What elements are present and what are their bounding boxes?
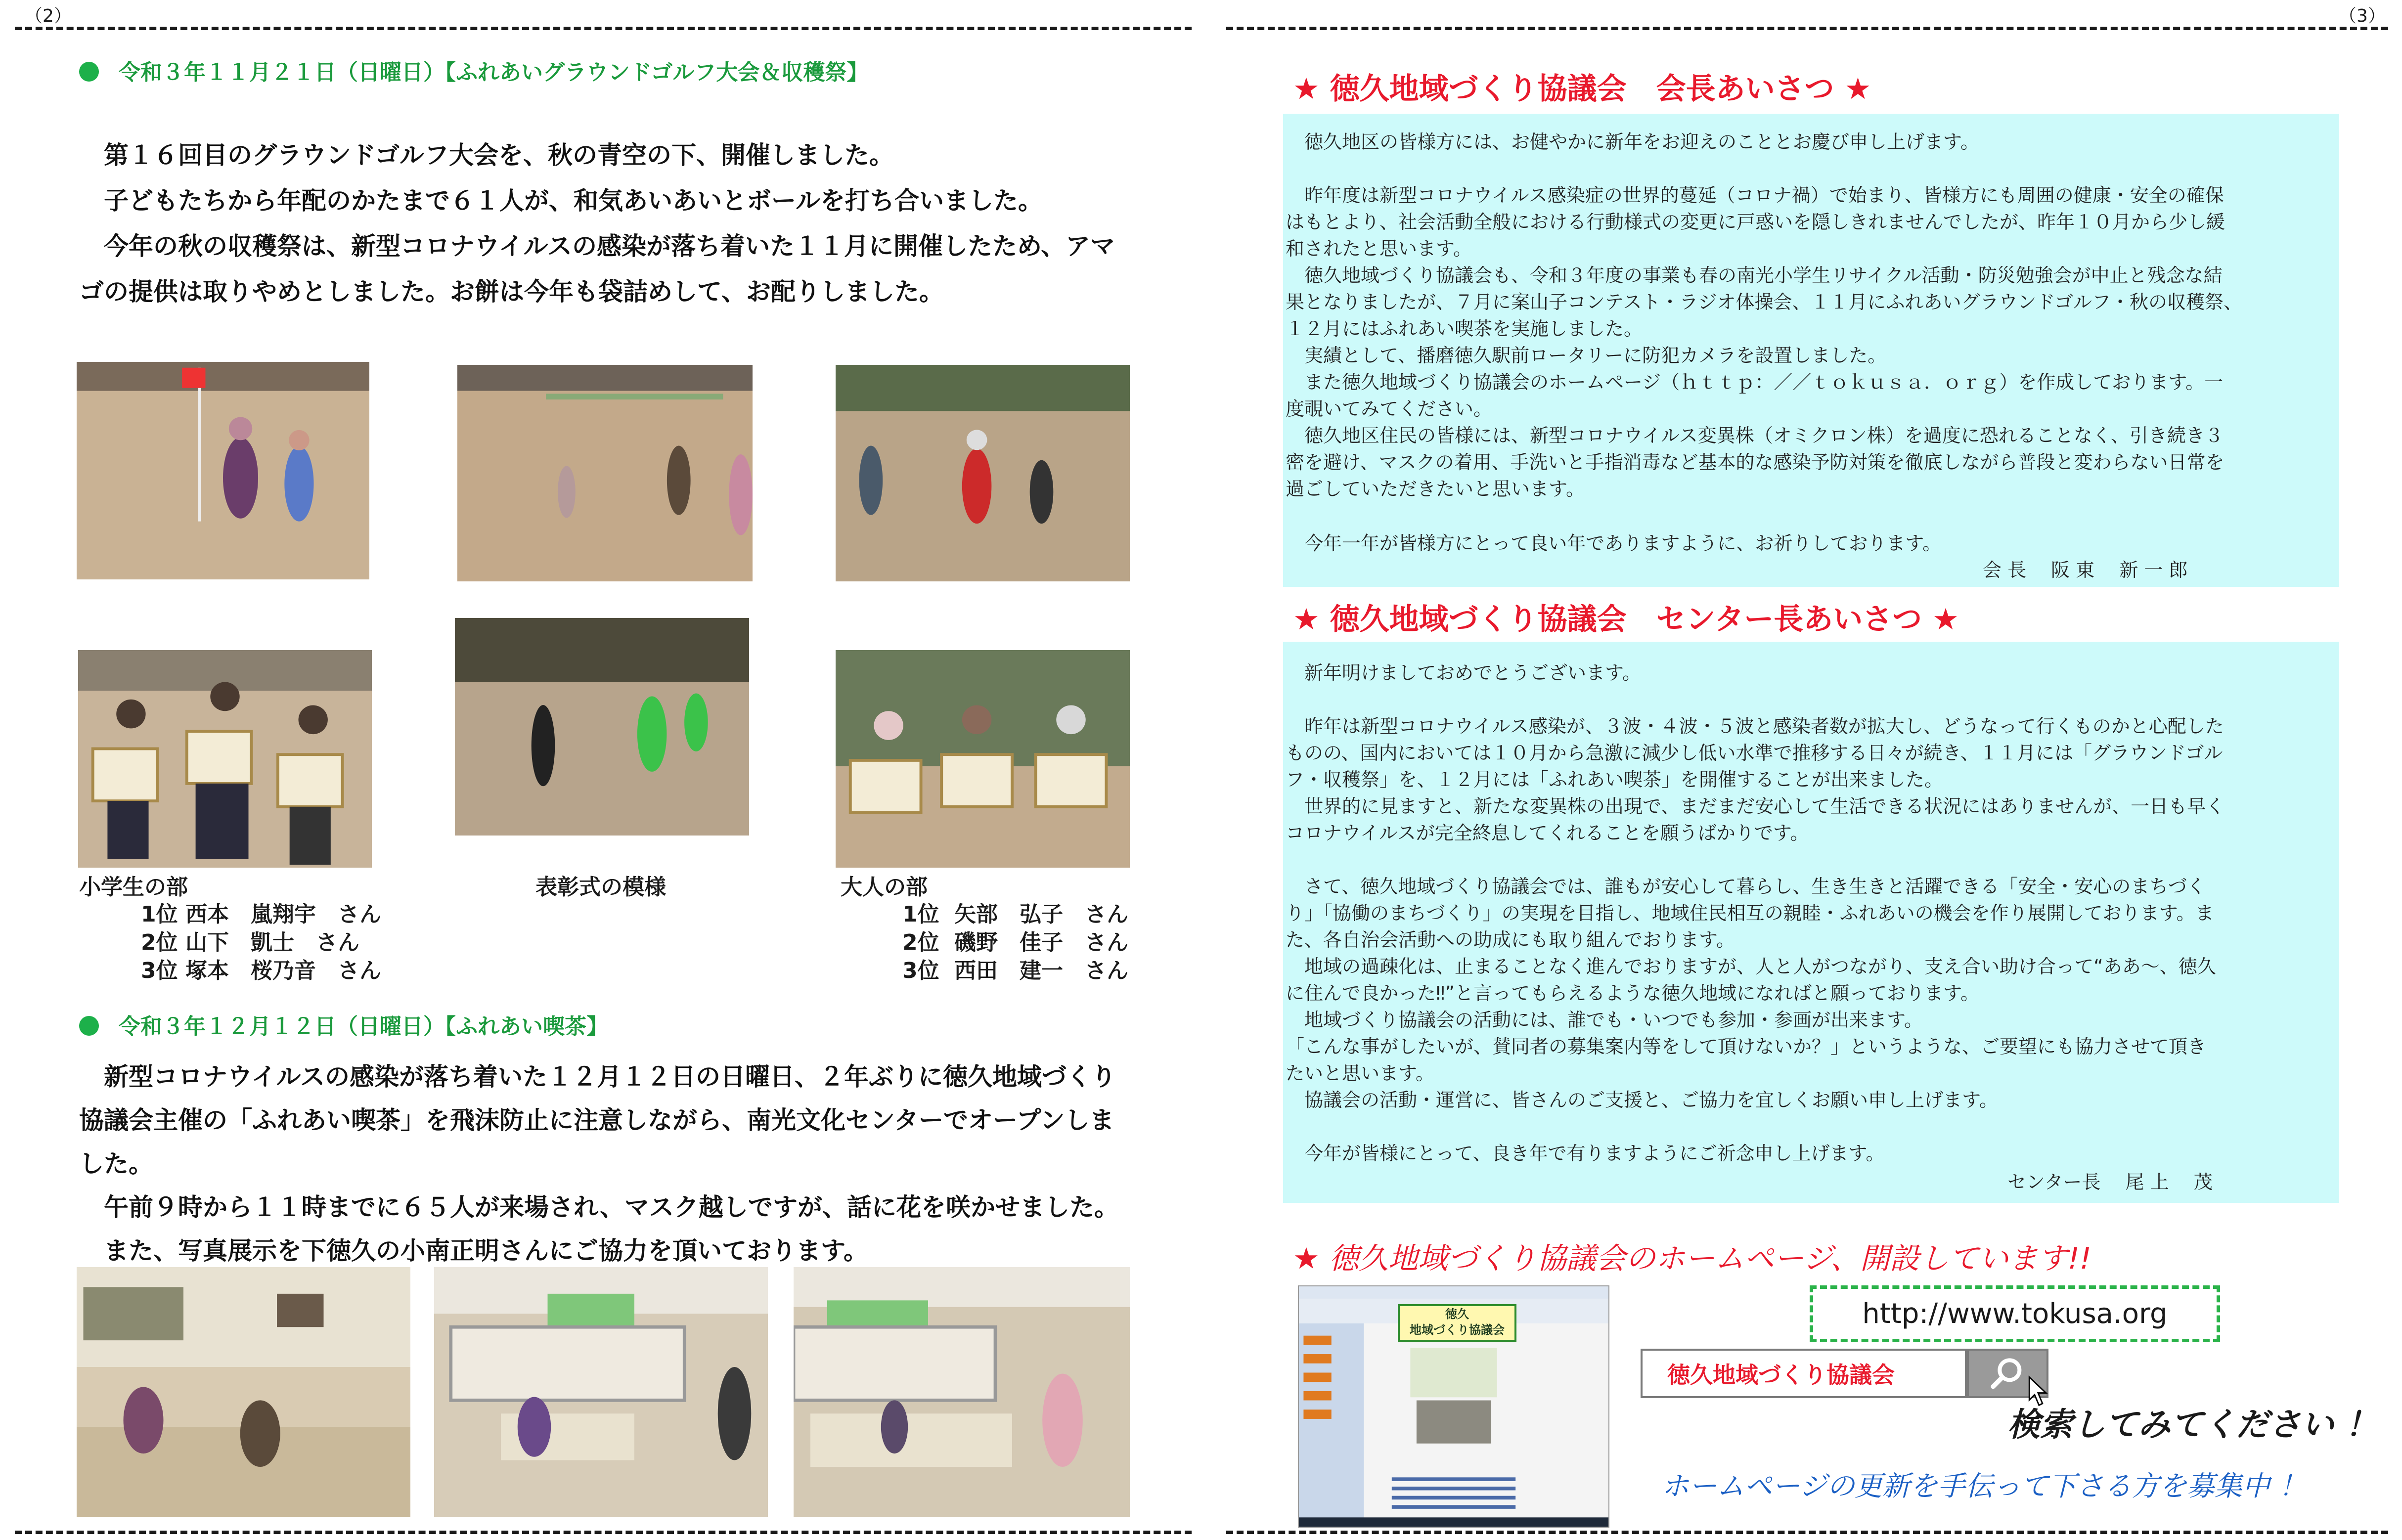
chair-line: 過ごしていただきたいと思います。 <box>1286 478 1585 500</box>
top-rule-left <box>15 27 1192 30</box>
cafe-photo-2 <box>434 1267 768 1517</box>
center-line: た、各自治会活動への助成にも取り組んでおります。 <box>1286 929 1735 951</box>
chair-line: 徳久地域づくり協議会も、令和３年度の事業も春の南光小学生リサイクル活動・防災勉強会が中止と残念な結 <box>1286 264 2223 286</box>
center-line: 地域の過疎化は、止まることなく進んでおりますが、人と人がつながり、支え合い助け合って“ああ〜、徳久 <box>1286 956 2216 977</box>
chair-line: はもとより、社会活動全般における行動様式の変更に戸惑いを隠しきれませんでしたが、昨年１０月から少し緩 <box>1286 211 2225 233</box>
homepage-banner <box>1398 1304 1516 1342</box>
paragraph-line: した。 <box>79 1149 153 1178</box>
chair-line: 密を避け、マスクの着用、手洗いと手指消毒など基本的な感染予防対策を徹底しながら普段と変わらない日常を <box>1286 451 2224 473</box>
center-line: ものの、国内においては１０月から急激に減少し低い水準で推移する日々が続き、１１月には「グラウンドゴル <box>1286 742 2223 764</box>
ceremony-photo <box>455 618 749 836</box>
chair-line: １２月にはふれあい喫茶を実施しました。 <box>1286 318 1643 340</box>
paragraph-line: 協議会主催の「ふれあい喫茶」を飛沫防止に注意しながら、南光文化センターでオープンしま <box>79 1106 1114 1135</box>
golf-photo-3 <box>836 365 1130 581</box>
center-line: フ・収穫祭」を、１２月には「ふれあい喫茶」を開催することが出来ました。 <box>1286 769 1944 791</box>
paragraph-line: ゴの提供は取りやめとしました。お餅は今年も袋詰めして、お配りしました。 <box>79 277 944 306</box>
page-number-left: （2） <box>25 6 72 26</box>
bullet-dot-icon <box>79 62 99 82</box>
center-line: 「こんな事がしたいが、賛同者の募集案内等をして頂けないか？」というような、ご要望にも協力させて頂き <box>1286 1036 2207 1057</box>
bullet-dot-icon <box>79 1016 99 1036</box>
children-winners-photo <box>78 650 372 868</box>
search-button[interactable] <box>1967 1349 2048 1398</box>
recruit-volunteers: ホームページの更新を手伝って下さる方を募集中 ！ <box>1661 1470 2307 1502</box>
chair-line: 度覗いてみてください。 <box>1286 398 1493 420</box>
search-icon <box>1988 1354 2028 1393</box>
chair-line: 徳久地区の皆様方には、お健やかに新年をお迎えのこととお慶び申し上げます。 <box>1286 131 1979 153</box>
children-rank-3: 3位 塚本 桜乃音 さん <box>141 958 381 983</box>
children-division-caption: 小学生の部 <box>79 875 188 900</box>
center-line: 今年が皆様にとって、良き年で有りますようにご祈念申し上げます。 <box>1286 1143 1885 1164</box>
chair-signature: 会 長 阪 東 新 一 郎 <box>1983 559 2188 581</box>
cafe-photo-3 <box>794 1267 1130 1517</box>
golf-photo-2 <box>457 365 753 581</box>
center-line: 昨年は新型コロナウイルス感染が、３波・４波・５波と感染者数が拡大し、どうなって行くものかと心配した <box>1286 715 2224 737</box>
children-rank-1: 1位 西本 嵐翔宇 さん <box>141 902 381 927</box>
paragraph-line: 新型コロナウイルスの感染が落ち着いた１２月１２日の日曜日、２年ぶりに徳久地域づくり <box>79 1062 1116 1091</box>
chair-greeting-title: ★ 徳久地域づくり協議会 会長あいさつ ★ <box>1293 72 1871 106</box>
search-prompt: 検索してみてください ！ <box>2007 1406 2378 1444</box>
chair-line: 和されたと思います。 <box>1286 238 1472 260</box>
banner-line-2: 地域づくり協議会 <box>1410 1323 1505 1337</box>
homepage-url[interactable]: http://www.tokusa.org <box>1810 1285 2220 1342</box>
bottom-rule-right <box>1226 1531 2388 1534</box>
chair-line: 昨年度は新型コロナウイルス感染症の世界的蔓延（コロナ禍）で始まり、皆様方にも周囲の健康・安全の確保 <box>1286 184 2224 206</box>
center-line: 新年明けましておめでとうございます。 <box>1286 662 1641 684</box>
center-line: さて、徳久地域づくり協議会では、誰もが安心して暮らし、生き生きと活躍できる「安全・安心のまちづく <box>1286 876 2206 897</box>
homepage-screenshot <box>1298 1285 1609 1528</box>
page-number-right: （3） <box>2339 6 2386 26</box>
chair-line: また徳久地域づくり協議会のホームページ（ｈｔｔｐ：／／ｔｏｋｕｓａ．ｏｒｇ）を作成しております。一 <box>1286 371 2224 393</box>
cafe-photo-1 <box>77 1267 410 1517</box>
golf-photo-1 <box>77 362 369 579</box>
adult-rank-2: 2位 磯野 佳子 さん <box>902 930 1128 955</box>
chair-line: 果となりましたが、７月に案山子コンテスト・ラジオ体操会、１１月にふれあいグラウンドゴルフ・秋の収穫祭、 <box>1286 291 2242 313</box>
adult-rank-1: 1位 矢部 弘子 さん <box>902 902 1128 927</box>
center-line: 協議会の活動・運営に、皆さんのご支援と、ご協力を宜しくお願い申し上げます。 <box>1286 1089 1998 1111</box>
adult-winners-photo <box>836 650 1130 868</box>
center-signature: センター長 尾 上 茂 <box>2007 1171 2213 1193</box>
center-line: コロナウイルスが完全終息してくれることを願うばかりです。 <box>1286 822 1809 844</box>
event1-paragraph <box>79 132 1115 314</box>
adult-division-caption: 大人の部 <box>841 875 928 900</box>
center-line: り」「協働のまちづくり」の実現を目指し、地域住民相互の親睦・ふれあいの機会を作り展開しております。ま <box>1286 902 2214 924</box>
center-line: 地域づくり協議会の活動には、誰でも・いつでも参加・参画が出来ます。 <box>1286 1009 1923 1031</box>
ceremony-caption: 表彰式の模様 <box>535 875 666 900</box>
chair-line: 今年一年が皆様方にとって良い年でありますように、お祈りしております。 <box>1286 532 1942 554</box>
chair-line: 実績として、播磨徳久駅前ロータリーに防犯カメラを設置しました。 <box>1286 345 1887 366</box>
paragraph-line: 第１６回目のグラウンドゴルフ大会を、秋の青空の下、開催しました。 <box>79 141 894 170</box>
paragraph-line: 子どもたちから年配のかたまで６１人が、和気あいあいとボールを打ち合いました。 <box>79 186 1043 215</box>
event2-heading: 令和３年１２月１２日（日曜日）【ふれあい喫茶】 <box>79 1009 608 1040</box>
top-rule-right <box>1226 27 2388 30</box>
search-input[interactable]: 徳久地域づくり協議会 <box>1641 1349 1967 1398</box>
center-greeting-title: ★ 徳久地域づくり協議会 センター長あいさつ ★ <box>1293 602 1959 637</box>
paragraph-line: 午前９時から１１時までに６５人が来場され、マスク越しですが、話に花を咲かせました。 <box>79 1193 1119 1222</box>
banner-line-1: 徳久 <box>1445 1307 1469 1321</box>
paragraph-line: 今年の秋の収穫祭は、新型コロナウイルスの感染が落ち着いた１１月に開催したため、アマ <box>79 232 1115 261</box>
adult-rank-3: 3位 西田 建一 さん <box>902 958 1128 983</box>
bottom-rule-left <box>15 1531 1192 1534</box>
paragraph-line: また、写真展示を下徳久の小南正明さんにご協力を頂いております。 <box>79 1236 868 1265</box>
event1-heading: 令和３年１１月２１日（日曜日）【ふれあいグラウンドゴルフ大会＆収穫祭】 <box>79 54 868 86</box>
center-line: に住んで良かった‼”と言ってもらえるような徳久地域になればと願っております。 <box>1286 982 1980 1004</box>
children-rank-2: 2位 山下 凱士 さん <box>141 930 359 955</box>
chair-line: 徳久地区住民の皆様には、新型コロナウイルス変異株（オミクロン株）を過度に恐れることなく、引き続き３ <box>1286 425 2224 446</box>
event2-paragraph <box>79 1055 1119 1273</box>
center-line: 世界的に見ますと、新たな変異株の出現で、まだまだ安心して生活できる状況にはありませんが、一日も早く <box>1286 795 2225 817</box>
center-line: たいと思います。 <box>1286 1062 1434 1084</box>
homepage-title: ★ 徳久地域づくり協議会のホームページ、開設しています!! <box>1293 1241 2091 1276</box>
